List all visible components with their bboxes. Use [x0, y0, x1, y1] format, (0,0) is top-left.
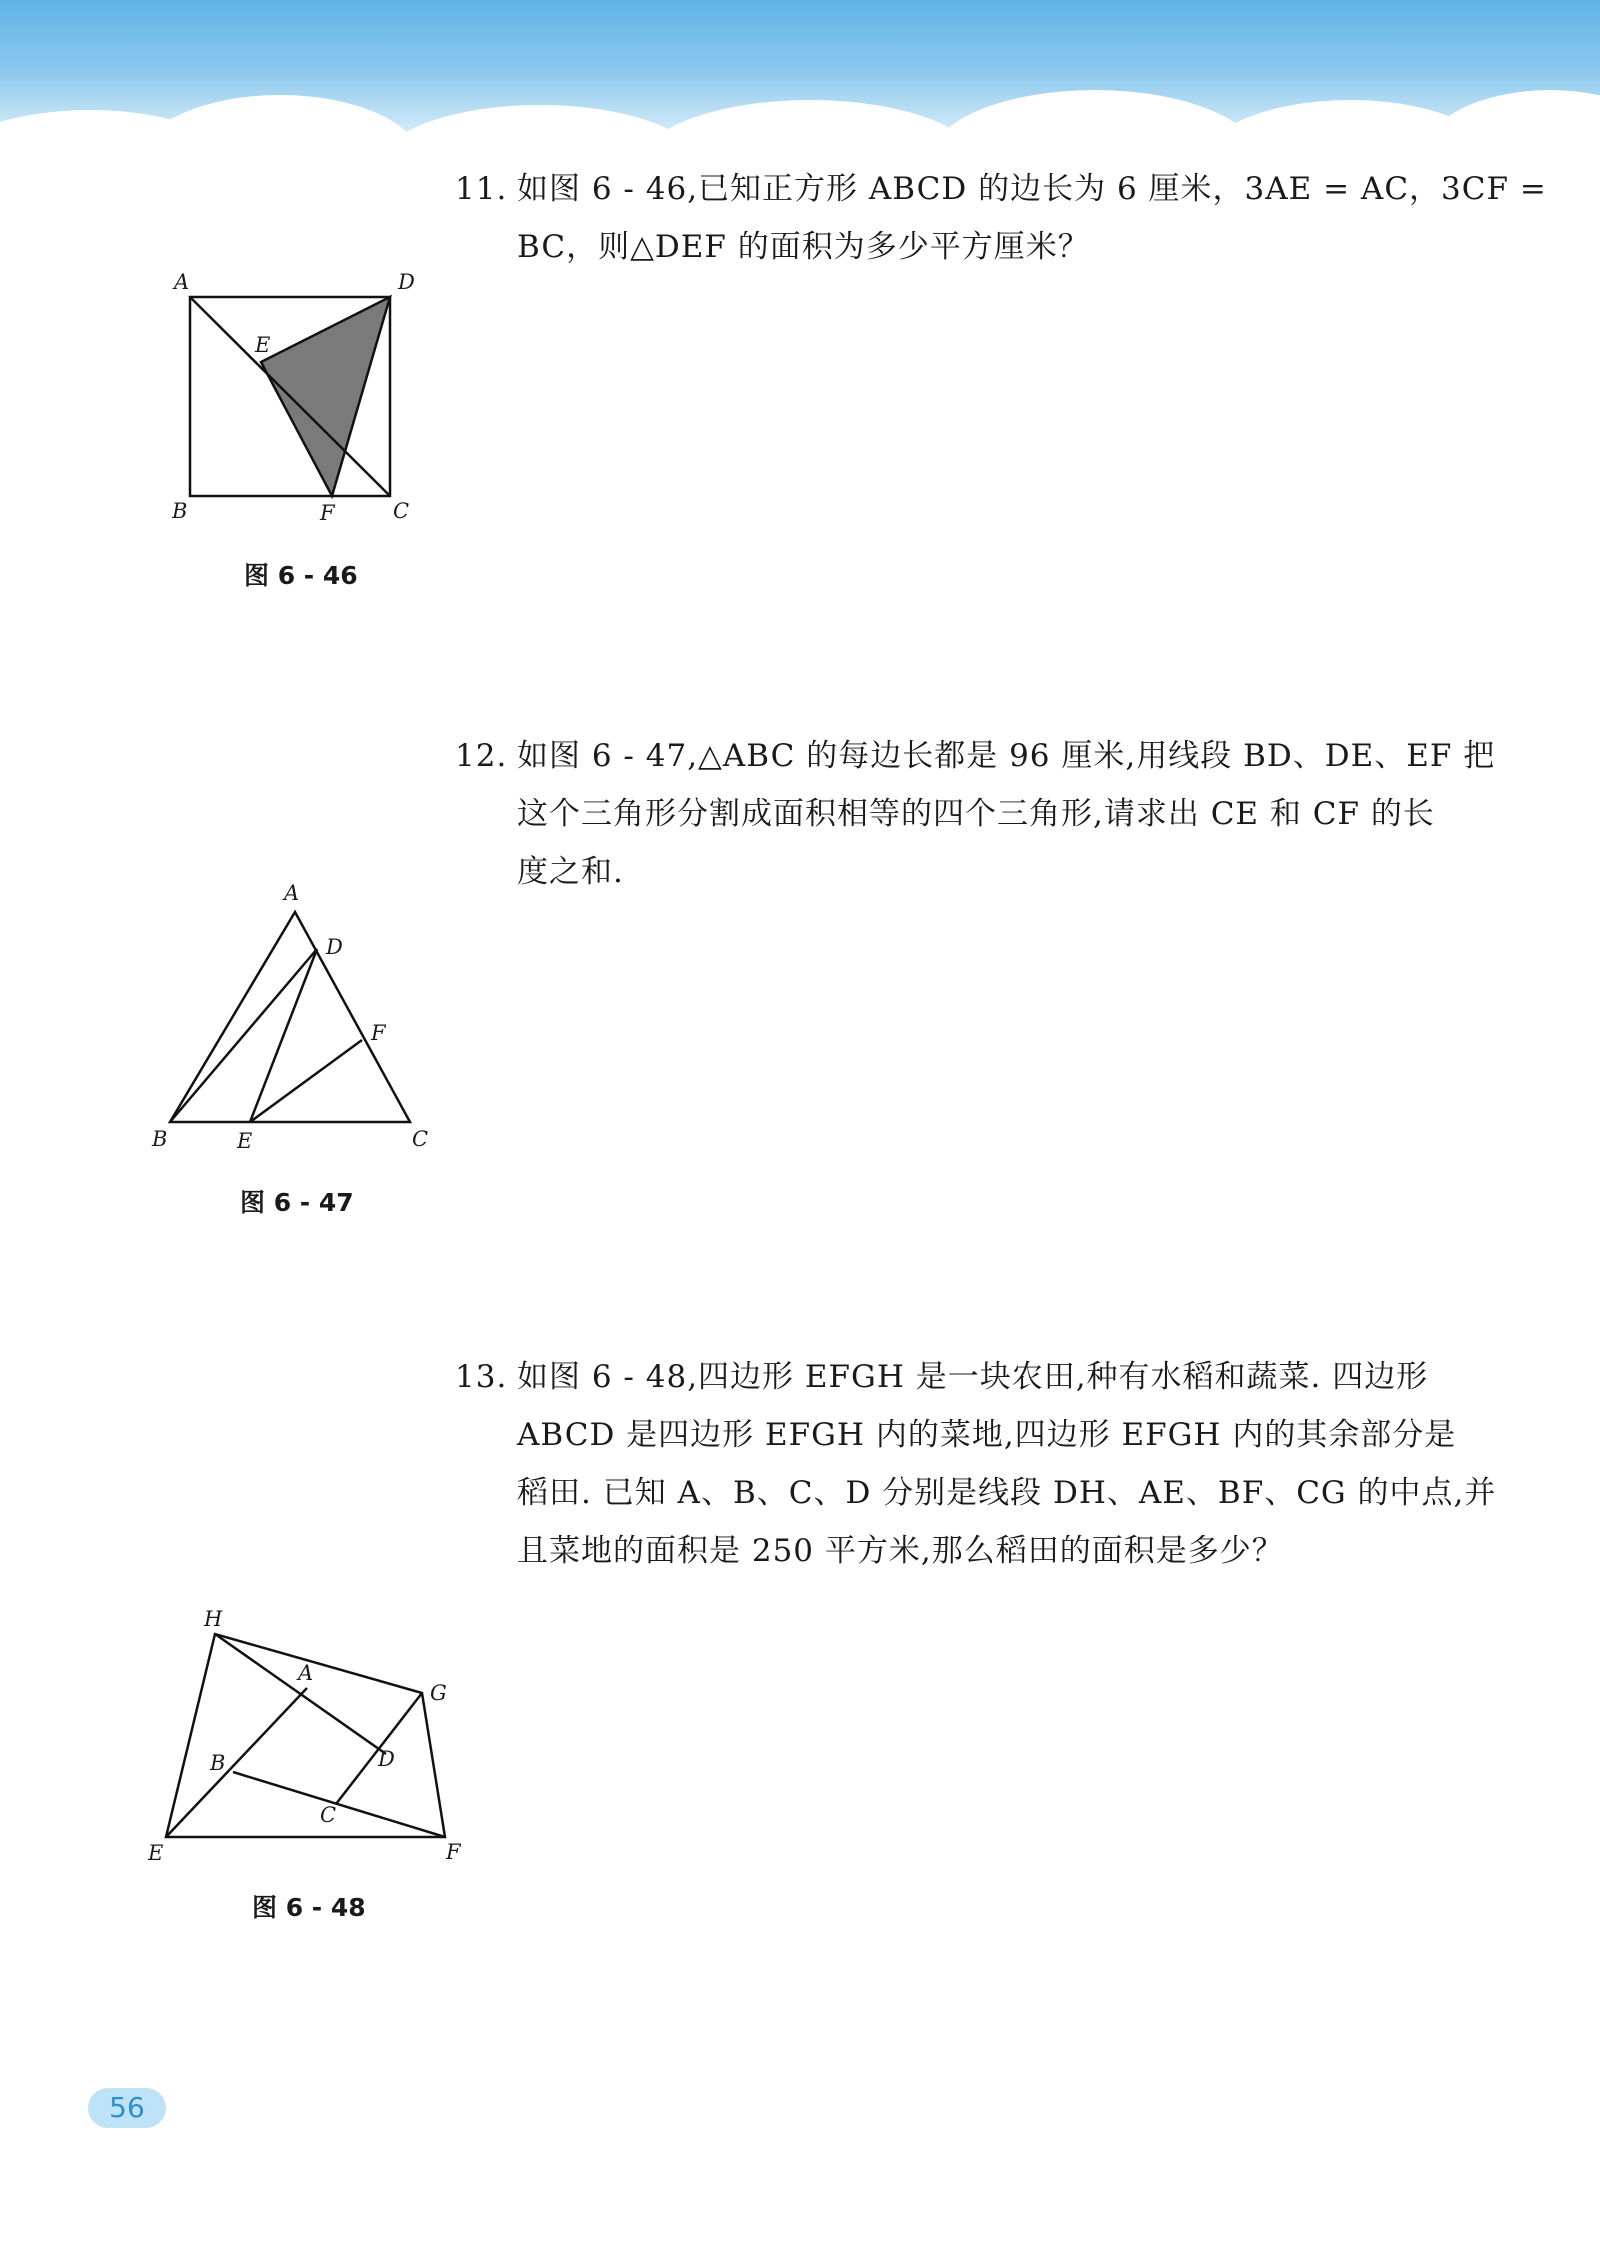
segment-ea-b [166, 1688, 307, 1837]
figure-caption: 图 6 - 48 [252, 1893, 366, 1922]
problem-number: 12. [455, 738, 508, 774]
point-label-d: D [398, 270, 415, 294]
point-label-c: C [412, 1127, 429, 1151]
figure-6-46 [150, 260, 450, 540]
problem-line: BC，则△DEF 的面积为多少平方厘米？ [517, 229, 1090, 265]
problem-line: 11. 如图 6 - 46,已知正方形 ABCD 的边长为 6 厘米，3AE = AC，3CF = [455, 160, 1475, 218]
point-label-e: E [148, 1841, 164, 1865]
point-label-h: H [204, 1607, 223, 1631]
segment-bd [170, 949, 317, 1122]
problem-number: 11. [455, 171, 508, 207]
problem-line: 且菜地的面积是 250 平方米,那么稻田的面积是多少？ [517, 1533, 1284, 1569]
point-label-d: D [378, 1747, 395, 1771]
point-label-a: A [174, 270, 190, 294]
point-label-b: B [210, 1751, 226, 1775]
page-number: 56 [88, 2088, 166, 2128]
point-label-a: A [298, 1661, 314, 1685]
figure-6-47 [140, 870, 460, 1160]
point-label-e: E [255, 333, 271, 357]
problem-11 [455, 160, 1547, 276]
figure-6-48 [140, 1600, 480, 1880]
header-cloud [140, 95, 420, 225]
problem-line: 这个三角形分割成面积相等的四个三角形,请求出 CE 和 CF 的长 [517, 796, 1435, 832]
point-label-d: D [326, 935, 343, 959]
point-label-g: G [430, 1681, 447, 1705]
point-label-b: B [172, 499, 188, 523]
point-label-c: C [393, 499, 410, 523]
header-sky-band [0, 0, 1600, 160]
problem-line: 13. 如图 6 - 48,四边形 EFGH 是一块农田,种有水稻和蔬菜. 四边形 [455, 1348, 1475, 1406]
figure-caption: 图 6 - 46 [244, 561, 358, 590]
problem-line: 稻田. 已知 A、B、C、D 分别是线段 DH、AE、BF、CG 的中点,并 [517, 1475, 1497, 1511]
point-label-e: E [237, 1129, 253, 1153]
point-label-a: A [284, 881, 300, 905]
point-label-f: F [320, 501, 335, 525]
point-label-c: C [320, 1803, 337, 1827]
segment-fb-c [233, 1772, 445, 1837]
problem-line: ABCD 是四边形 EFGH 内的菜地,四边形 EFGH 内的其余部分是 [517, 1417, 1457, 1453]
problem-line: 度之和. [517, 854, 624, 890]
problem-13 [455, 1348, 1497, 1580]
shaded-triangle-def [261, 297, 390, 496]
point-label-f: F [371, 1021, 386, 1045]
problem-line: 12. 如图 6 - 47,△ABC 的每边长都是 96 厘米,用线段 BD、DE、EF 把 [455, 727, 1475, 785]
point-label-f: F [446, 1840, 461, 1864]
problem-12 [455, 727, 1496, 901]
problem-number: 13. [455, 1359, 508, 1395]
figure-caption: 图 6 - 47 [240, 1188, 354, 1217]
point-label-b: B [152, 1127, 168, 1151]
